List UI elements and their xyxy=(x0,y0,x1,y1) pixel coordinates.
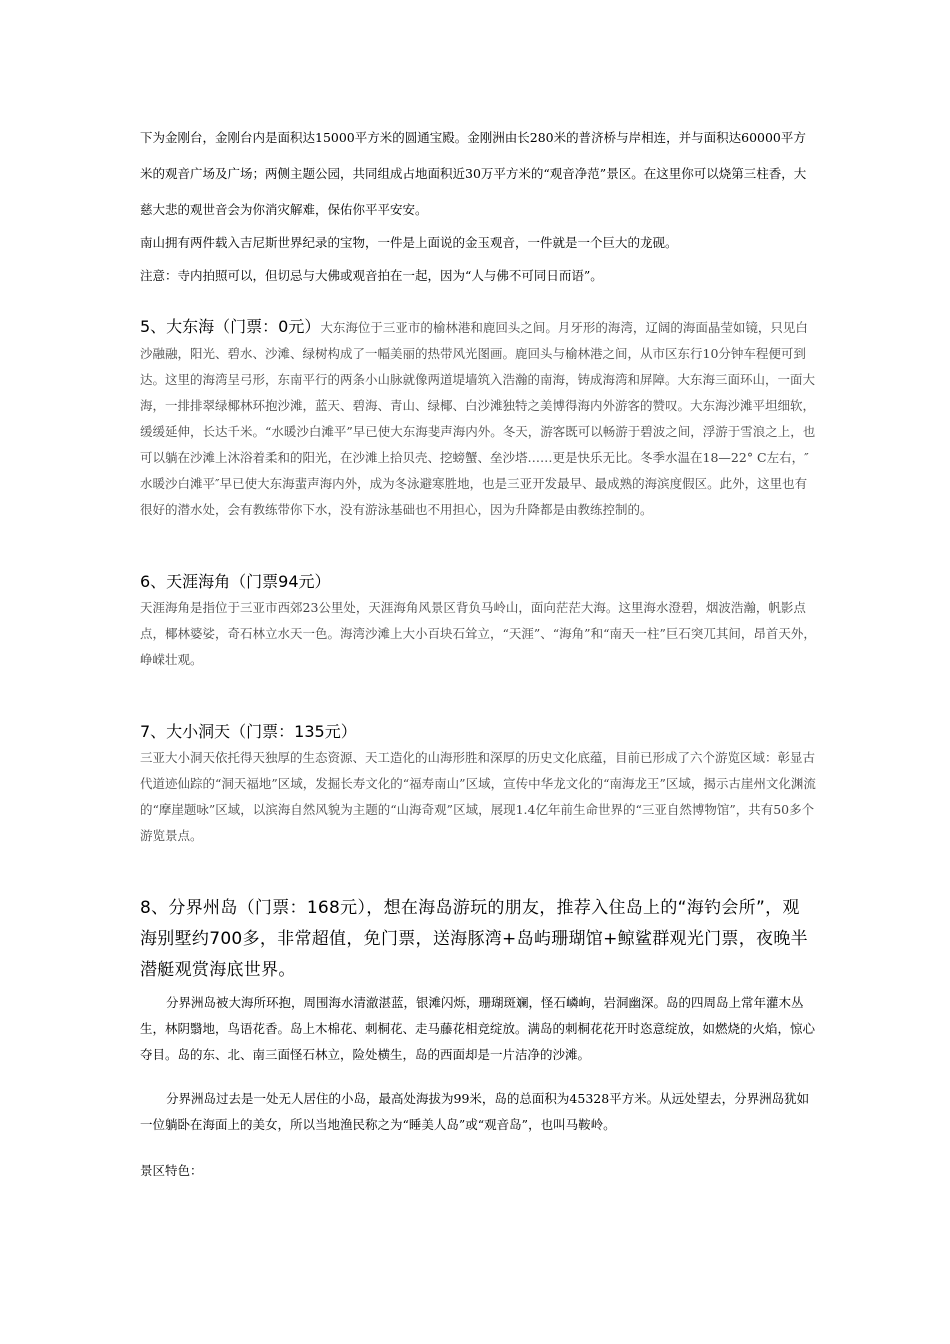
section-8-features-label: 景区特色： xyxy=(140,1163,203,1178)
intro-paragraph-2: 南山拥有两件载入吉尼斯世界纪录的宝物，一件是上面说的金玉观音，一件就是一个巨大的龙砚。 xyxy=(140,235,678,250)
section-6-heading: 6、天涯海角（门票94元） xyxy=(140,572,331,591)
section-6 xyxy=(140,569,816,673)
section-7 xyxy=(140,719,816,849)
section-8-heading: 8、分界州岛（门票：168元），想在海岛游玩的朋友，推荐入住岛上的“海钓会所”，观海别墅约700多，非常超值，免门票，送海豚湾+岛屿珊瑚馆+鲸鲨群观光门票，夜晚半潜艇观赏海底世界。 xyxy=(140,898,808,980)
section-5-body: 大东海位于三亚市的榆林港和鹿回头之间。月牙形的海湾，辽阔的海面晶莹如镜，只见白沙融融，阳光、碧水、沙滩、绿树构成了一幅美丽的热带风光图画。鹿回头与榆林港之间，从市区东行10分钟车程便可到达。这里的海湾呈弓形，东南平行的两条小山脉就像两道堤墙筑入浩瀚的南海，铸成海湾和屏障。大东海三面环山，一面大海，一排排翠绿椰林环抱沙滩，蓝天、碧海、青山、绿椰、白沙滩独特之美博得海内外游客的赞叹。大东海沙滩平坦细软，缓缓延伸，长达千米。“水暖沙白滩平”早已使大东海斐声海内外。冬天，游客既可以畅游于碧波之间，浮游于雪浪之上，也可以躺在沙滩上沐浴着柔和的阳光，在沙滩上拾贝壳、挖螃蟹、垒沙塔……更是快乐无比。冬季水温在18—22° C左右，″水暖沙白滩平″早已使大东海蜚声海内外，成为冬泳避寒胜地，也是三亚开发最早、最成熟的海滨度假区。此外，这里也有很好的潜水处，会有教练带你下水，没有游泳基础也不用担心，因为升降都是由教练控制的。 xyxy=(140,320,816,517)
intro-paragraph-3: 注意：寺内拍照可以，但切忌与大佛或观音拍在一起，因为“人与佛不可同日而语”。 xyxy=(140,268,603,283)
section-8-paragraph-1: 分界洲岛被大海所环抱，周围海水清澈湛蓝，银滩闪烁，珊瑚斑斓，怪石嶙峋，岩洞幽深。岛的四周岛上常年灌木丛生，林阴翳地，鸟语花香。岛上木棉花、刺桐花、走马藤花相竞绽放。满岛的刺桐花花开时恣意绽放，如燃烧的火焰，惊心夺目。岛的东、北、南三面怪石林立，险处横生，岛的西面却是一片洁净的沙滩。 xyxy=(140,995,816,1062)
section-6-body: 天涯海角是指位于三亚市西郊23公里处，天涯海角风景区背负马岭山，面向茫茫大海。这里海水澄碧，烟波浩瀚，帆影点点，椰林婆娑，奇石林立水天一色。海湾沙滩上大小百块石耸立，“天涯”、“海角”和“南天一柱”巨石突兀其间，昂首天外，峥嵘壮观。 xyxy=(140,600,816,667)
section-7-body: 三亚大小洞天依托得天独厚的生态资源、天工造化的山海形胜和深厚的历史文化底蕴，目前已形成了六个游览区域：彰显古代道迹仙踪的“洞天福地”区域，发掘长寿文化的“福寿南山”区域，宣传中华龙文化的“南海龙王”区域，揭示古崖州文化渊流的“摩崖题咏”区域，以滨海自然风貌为主题的“山海奇观”区域，展现1.4亿年前生命世界的“三亚自然博物馆”，共有50多个游览景点。 xyxy=(140,750,816,843)
intro-paragraph-1: 下为金刚台，金刚台内是面积达15000平方米的圆通宝殿。金刚洲由长280米的普济桥与岸相连，并与面积达60000平方米的观音广场及广场；两侧主题公园，共同组成占地面积近30万平方米的“观音净范”景区。在这里你可以烧第三柱香，大慈大悲的观世音会为你消灾解难，保佑你平平安安。 xyxy=(140,130,807,217)
section-8-paragraph-2: 分界洲岛过去是一处无人居住的小岛，最高处海拔为99米，岛的总面积为45328平方米。从远处望去，分界洲岛犹如一位躺卧在海面上的美女，所以当地渔民称之为“睡美人岛”或“观音岛”，也叫马鞍岭。 xyxy=(140,1091,810,1132)
document-page xyxy=(140,120,816,1181)
section-8 xyxy=(140,893,816,1181)
section-7-heading: 7、大小洞天（门票：135元） xyxy=(140,722,357,741)
section-5-heading: 5、大东海（门票：0元） xyxy=(140,317,321,336)
section-5 xyxy=(140,314,816,523)
